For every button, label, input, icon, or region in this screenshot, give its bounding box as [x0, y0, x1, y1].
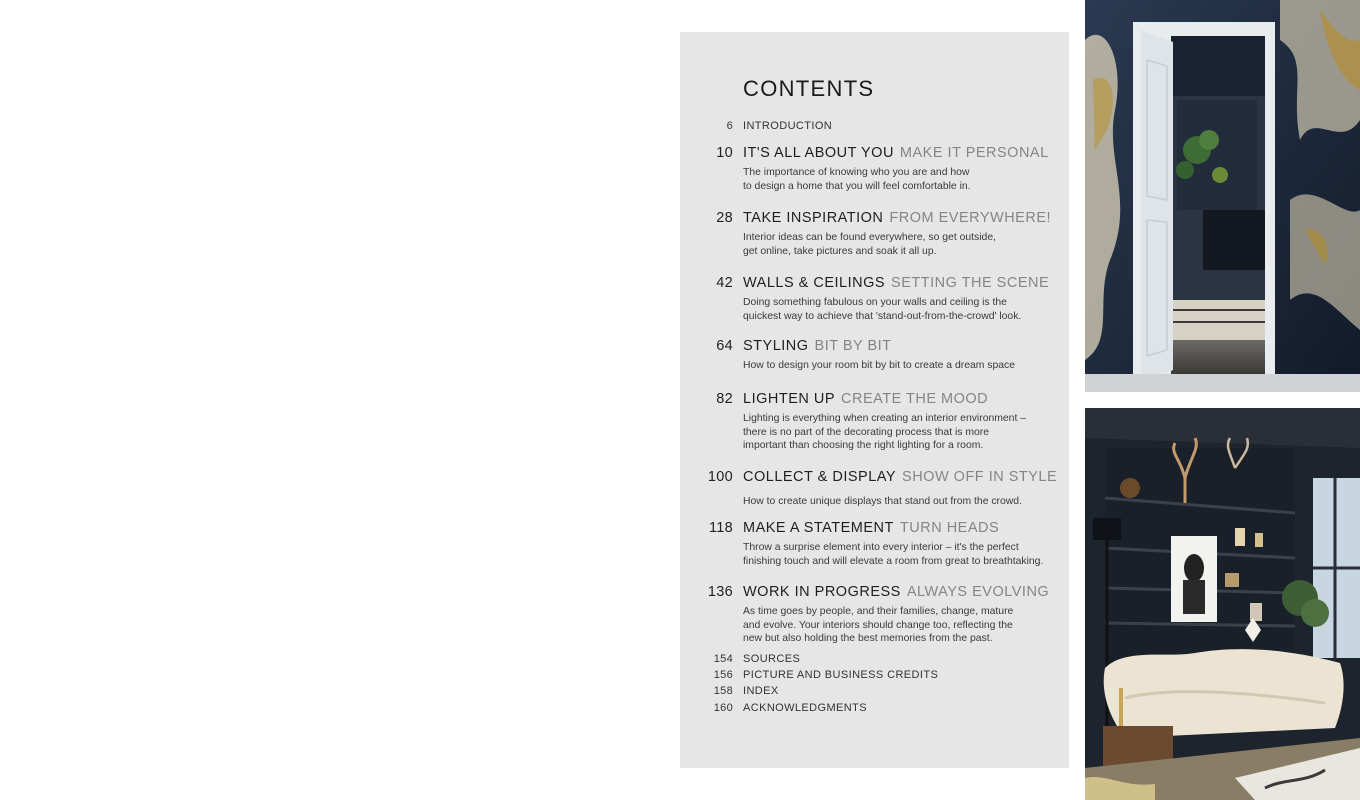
- toc-title-line: [743, 210, 1051, 226]
- doorway-photo: [1085, 0, 1360, 392]
- toc-title-line: [743, 520, 999, 536]
- toc-title: IT'S ALL ABOUT YOU: [743, 145, 894, 161]
- toc-subtitle: BIT BY BIT: [814, 338, 892, 354]
- toc-title-line: [743, 391, 988, 407]
- toc-subtitle: SETTING THE SCENE: [891, 275, 1050, 291]
- toc-description: How to create unique displays that stand out from the crowd.: [743, 496, 1022, 507]
- toc-title: WALLS & CEILINGS: [743, 275, 886, 291]
- toc-description: As time goes by people, and their families, change, mature and evolve. Your interiors should change too, reflecting the new but also holding the best memories from the past.: [743, 606, 1014, 645]
- toc-title: TAKE INSPIRATION: [743, 210, 884, 226]
- toc-subtitle: TURN HEADS: [899, 520, 1000, 536]
- toc-title: SOURCES: [743, 653, 801, 665]
- toc-title: PICTURE AND BUSINESS CREDITS: [743, 669, 939, 681]
- toc-title: MAKE A STATEMENT: [743, 520, 894, 536]
- toc-subtitle: ALWAYS EVOLVING: [906, 584, 1050, 600]
- toc-page-number: 118: [708, 520, 733, 536]
- toc-description: Doing something fabulous on your walls and ceiling is the quickest way to achieve that 'stand-out-from-the-crowd' look.: [743, 297, 1022, 322]
- toc-page-number: 82: [716, 391, 733, 407]
- toc-title-line: [743, 584, 1049, 600]
- contents-title: CONTENTS: [743, 76, 875, 101]
- toc-title-line: [743, 338, 892, 354]
- toc-description: How to design your room bit by bit to create a dream space: [743, 360, 1016, 371]
- toc-subtitle: MAKE IT PERSONAL: [899, 145, 1049, 161]
- toc-title: INTRODUCTION: [743, 120, 833, 132]
- toc-title-line: [743, 145, 1049, 161]
- toc-title: STYLING: [743, 338, 809, 354]
- living-room-photo: [1085, 408, 1360, 800]
- toc-description: Throw a surprise element into every interior – it's the perfect finishing touch and will elevate a room from great to breathtaking.: [743, 542, 1044, 567]
- toc-title: COLLECT & DISPLAY: [743, 469, 897, 485]
- living-room-illustration: [1085, 408, 1360, 800]
- doorway-illustration: [1085, 0, 1360, 392]
- toc-title: INDEX: [743, 685, 779, 697]
- toc-subtitle: FROM EVERYWHERE!: [889, 210, 1052, 226]
- toc-page-number: 158: [713, 685, 733, 697]
- toc-page-number: 28: [716, 210, 733, 226]
- toc-title: WORK IN PROGRESS: [743, 584, 901, 600]
- toc-page-number: 136: [707, 584, 733, 600]
- toc-page-number: 160: [713, 702, 733, 714]
- toc-page-number: 100: [707, 469, 733, 485]
- toc-description: Lighting is everything when creating an interior environment – there is no part of the decorating process that is more important than choosing the right lighting for a room.: [743, 413, 1027, 452]
- toc-title-line: [743, 469, 1057, 485]
- toc-title: LIGHTEN UP: [743, 391, 836, 407]
- toc-title-line: [743, 275, 1049, 291]
- toc-title: ACKNOWLEDGMENTS: [743, 702, 867, 714]
- toc-page-number: 42: [716, 275, 733, 291]
- toc-subtitle: SHOW OFF IN STYLE: [902, 469, 1058, 485]
- toc-page-number: 6: [726, 120, 733, 132]
- contents-panel: [680, 32, 1069, 768]
- toc-page-number: 10: [716, 145, 733, 161]
- toc-page-number: 64: [716, 338, 733, 354]
- toc-page-number: 156: [713, 669, 733, 681]
- toc-subtitle: CREATE THE MOOD: [841, 391, 989, 407]
- toc-description: Interior ideas can be found everywhere, so get outside, get online, take pictures and soak it all up.: [743, 232, 996, 257]
- toc-page-number: 154: [713, 653, 733, 665]
- toc-description: The importance of knowing who you are and how to design a home that you will feel comfortable in.: [743, 167, 971, 192]
